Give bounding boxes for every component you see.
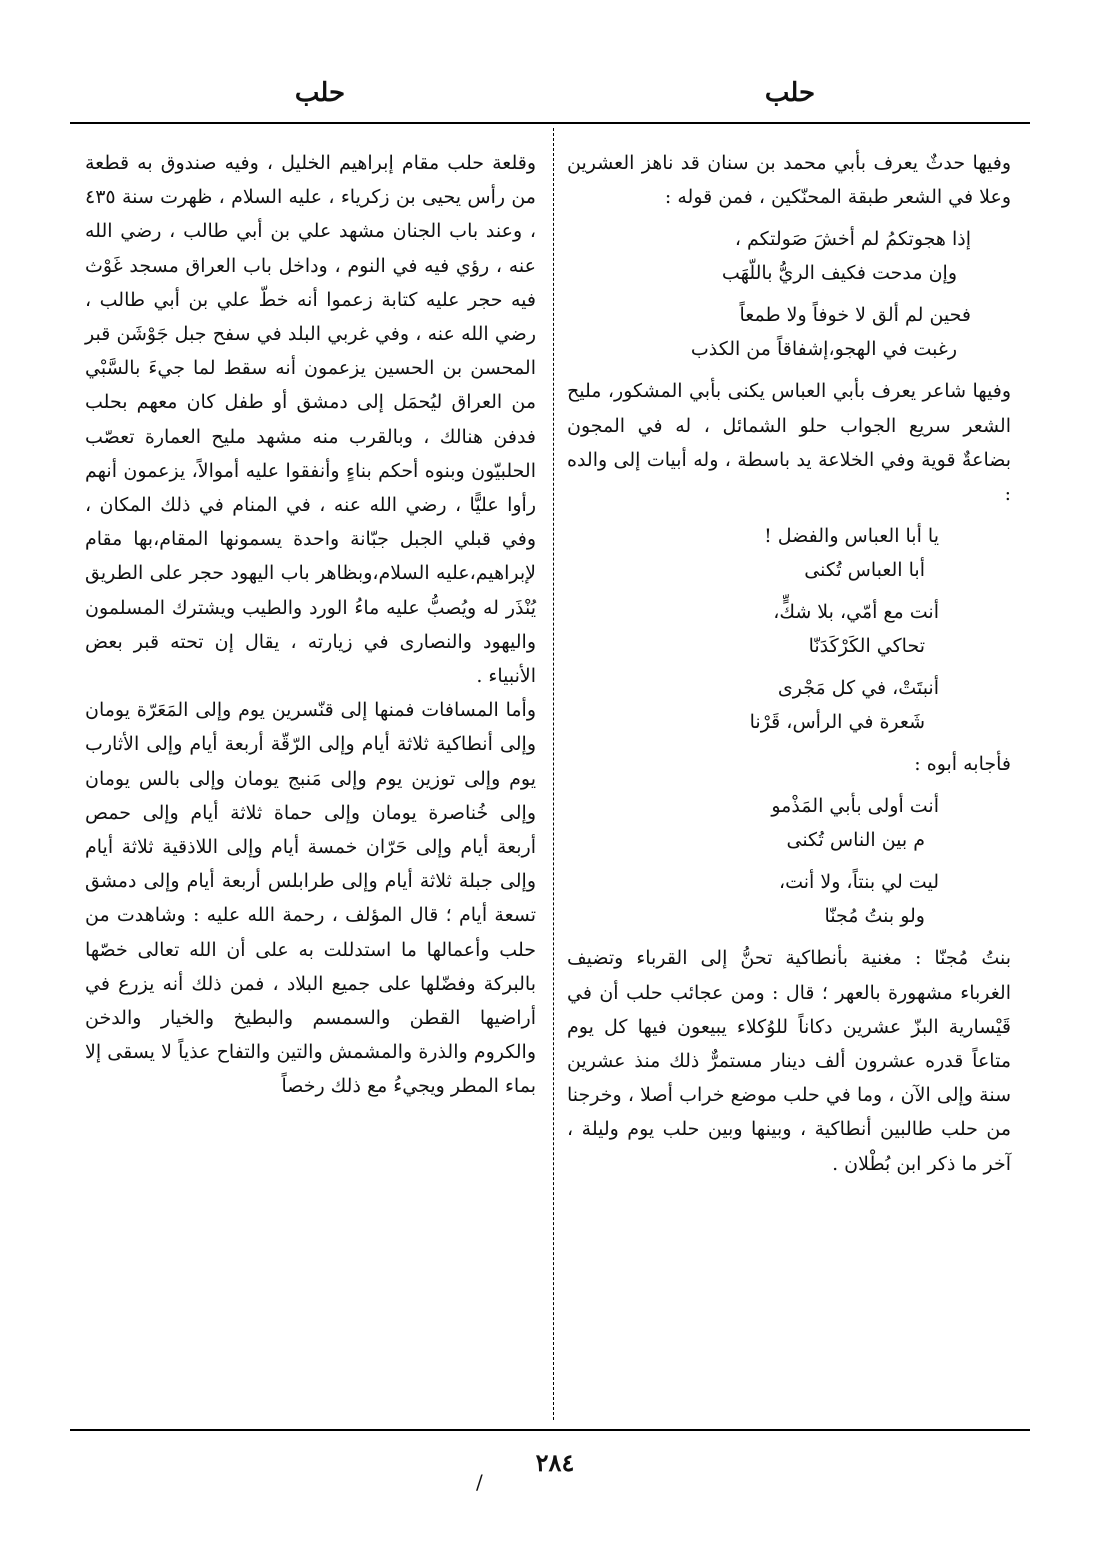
verse-7 [567,865,1011,933]
paragraph-father-reply: فأجابه أبوه : [914,753,1011,776]
verse-line: أنت مع أمّي، بلا شكٍّ، [773,601,939,624]
footer-mark: / [476,1470,483,1494]
verse-6 [567,789,1011,857]
verse-line: وإن مدحت فكيف الريُّ باللّهَب [721,262,957,285]
verse-line: يا أبا العباس والفضل ! [764,525,939,548]
paragraph-citadel-shrines: وقلعة حلب مقام إبراهيم الخليل ، وفيه صندوق به قطعة من رأس يحيى بن زكرياء ، عليه السلام ، ظهرت سنة ٤٣٥ ، وعند باب الجنان مشهد علي بن أبي طالب ، رضي الله عنه ، رؤي فيه في النوم ، وداخل باب العراق مسجد غَوْث فيه حجر عليه كتابة زعموا أنه خطّ علي بن أبي طالب ، رضي الله عنه ، وفي غربي البلد في سفح جبل جَوْشَن قبر المحسن بن الحسين يزعمون أنه سقط لما جيءَ بالسَّبْي من العراق ليُحمَل إلى دمشق أو طفل كان معهم بحلب فدفن هنالك ، وبالقرب منه مشهد مليح العمارة تعصّب الحلبيّون وبنوه أحكم بناءٍ وأنفقوا عليه أموالاً، يزعمون أنهم رأوا عليًّا ، رضي الله عنه ، في المنام في ذلك المكان ، وفي قبلي الجبل جبّانة واحدة يسمونها المقام،بها مقام لإبراهيم،عليه السلام،وبظاهر باب اليهود حجر على الطريق يُنْذَر له ويُصبُّ عليه ماءُ الورد والطيب ويشترك المسلمون واليهود والنصارى في زيارته ، يقال إن تحته قبر بعض الأنبياء . [85,152,536,688]
page-number: ٢٨٤ [535,1448,575,1477]
running-header-left: حلب [294,78,346,108]
verse-3 [567,519,1011,587]
paragraph-ibn-sinan: وفيها حدثٌ يعرف بأبي محمد بن سنان قد ناهز العشرين وعلا في الشعر طبقة المحنّكين ، فمن قوله : [567,152,1011,209]
verse-line: أنبتَتْ، في كل مَجْرى [777,677,939,700]
verse-line: شَعرة في الرأس، قَرْنا [749,711,925,734]
verse-line: ولو بنتُ مُجنّا [824,905,925,928]
right-column [567,146,1011,1181]
verse-line: تحاكي الكَرْكَدَنّا [808,635,925,658]
verse-line: أبا العباس تُكنى [804,559,925,582]
paragraph-bint-mujanna: بنتُ مُجنّا : مغنية بأنطاكية تحنُّ إلى القرباء وتضيف الغرباء مشهورة بالعهر ؛ قال : ومن عجائب حلب أن في قَيْسارية البزّ عشرين دكاناً للوُكلاء يبيعون فيها كل يوم متاعاً قدره عشرون ألف دينار مستمرٌّ ذلك منذ عشرين سنة وإلى الآن ، وما في حلب موضع خراب أصلا ، وخرجنا من حلب طالبين أنطاكية ، وبينها وبين حلب يوم وليلة ، آخر ما ذكر ابن بُطْلان . [567,947,1011,1175]
verse-line: إذا هجوتكمُ لم أخشَ صَولتكم ، [734,228,971,251]
verse-line: ليت لي بنتاً، ولا أنت، [778,871,939,894]
verse-4 [567,595,1011,663]
verse-1 [567,222,1011,290]
verse-line: رغبت في الهجو،إشفاقاً من الكذب [690,338,957,361]
verse-line: م بين الناس تُكنى [786,829,925,852]
verse-line: فحين لم ألق لا خوفاً ولا طمعاً [739,304,971,327]
column-divider [553,128,554,1420]
bottom-rule [70,1429,1030,1431]
paragraph-distances: وأما المسافات فمنها إلى قنّسرين يوم وإلى المَعَرّة يومان وإلى أنطاكية ثلاثة أيام وإلى الرّقّة أربعة أيام وإلى الأثارب يوم وإلى توزين يوم وإلى مَنبج يومان وإلى بالس يومان وإلى خُناصرة يومان وإلى حماة ثلاثة أيام وإلى حمص أربعة أيام وإلى حَرّان خمسة أيام وإلى اللاذقية ثلاثة أيام وإلى جبلة ثلاثة أيام وإلى طرابلس أربعة أيام وإلى دمشق تسعة أيام ؛ قال المؤلف ، رحمة الله عليه : وشاهدت من حلب وأعمالها ما استدللت به على أن الله تعالى خصّها بالبركة وفضّلها على جميع البلاد ، فمن ذلك أنه يزرع في أراضيها القطن والسمسم والبطيخ والخيار والدخن والكروم والذرة والمشمش والتين والتفاح عذياً لا يسقى إلا بماء المطر ويجيءُ مع ذلك رخصاً [85,699,536,1098]
verse-line: أنت أولى بأبي المَذْمو [771,795,939,818]
top-rule [70,122,1030,124]
verse-2 [567,298,1011,366]
paragraph-abu-al-abbas: وفيها شاعر يعرف بأبي العباس يكنى بأبي المشكور، مليح الشعر سريع الجواب حلو الشمائل ، له في المجون بضاعةٌ قوية وفي الخلاعة يد باسطة ، وله أبيات إلى والده : [567,380,1011,506]
running-header-right: حلب [764,78,816,108]
left-column [85,146,536,1104]
verse-5 [567,671,1011,739]
